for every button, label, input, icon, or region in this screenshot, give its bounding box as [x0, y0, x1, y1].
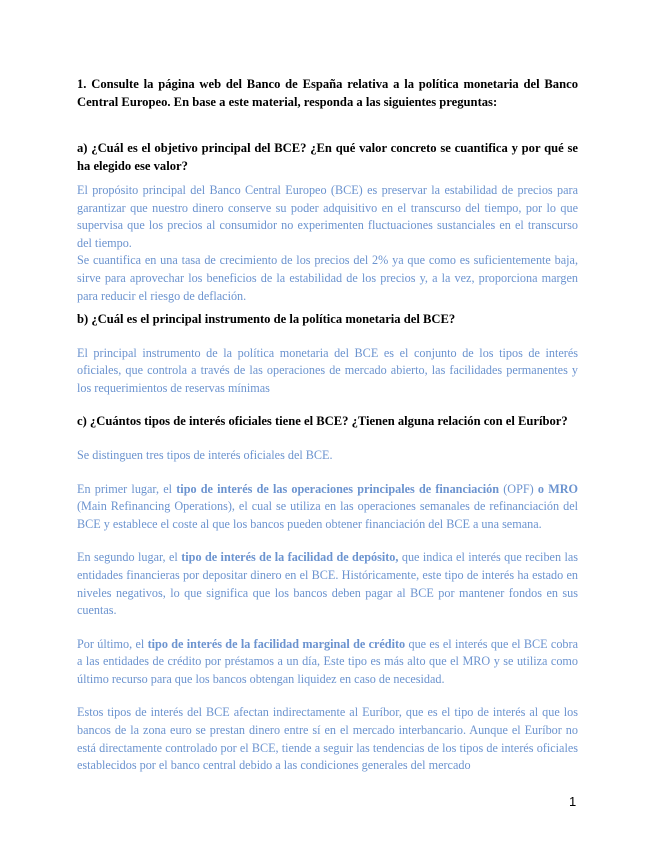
page-number: 1 — [569, 794, 577, 809]
answer-a-paragraph-2: Se cuantifica en una tasa de crecimiento de los precios del 2% ya que como es suficientemente baja, sirve para aprovechar los beneficios de la estabilidad de los precios y, a la vez, proporciona margen para reducir el riesgo de deflación. — [77, 253, 578, 303]
bold-term-marginal: tipo de interés de la facilidad marginal de crédito — [147, 636, 406, 651]
document-page — [77, 76, 578, 775]
bold-term-mro: o MRO — [537, 481, 578, 496]
text-span: En primer lugar, el — [77, 481, 177, 496]
text-span: Por último, el — [77, 636, 148, 651]
answer-c-intro: Se distinguen tres tipos de interés oficiales del BCE. — [77, 447, 333, 462]
question-c: c) ¿Cuántos tipos de interés oficiales tiene el BCE? ¿Tienen alguna relación con el Euríbor? — [77, 414, 568, 429]
exercise-title: 1. Consulte la página web del Banco de España relativa a la política monetaria del Banco Central Europeo. En base a este material, responda a las siguientes preguntas: — [77, 77, 578, 109]
answer-b-paragraph: El principal instrumento de la política monetaria del BCE es el conjunto de los tipos de interés oficiales, que controla a través de las operaciones de mercado abierto, las facilidades permanentes y los requerimientos de reservas mínimas — [77, 345, 578, 395]
bold-term-deposit: tipo de interés de la facilidad de depósito, — [181, 550, 399, 565]
question-a: a) ¿Cuál es el objetivo principal del BCE? ¿En qué valor concreto se cuantifica y por qué se ha elegido ese valor? — [77, 141, 578, 173]
text-span: que indica el interés que reciben las entidades financieras por depositar dinero en el BCE. Históricamente, este tipo de interés ha estado en niveles negativos, lo que significa que los bancos deben pagar al BCE por mantener fondos en sus cuentas. — [77, 550, 578, 618]
text-span: (Main Refinancing Operations), el cual se utiliza en las operaciones semanales de refinanciación del BCE y establece el coste al que los bancos pueden obtener financiación del BCE a una semana. — [77, 499, 578, 531]
text-span: que es el interés que el BCE cobra a las entidades de crédito por préstamos a un día, Este tipo es más alto que el MRO y se utiliza como último recurso para que los bancos obtengan liquidez en caso de necesidad. — [77, 636, 578, 686]
answer-c-paragraph-opf — [77, 481, 578, 534]
question-b: b) ¿Cuál es el principal instrumento de la política monetaria del BCE? — [77, 312, 456, 327]
answer-c-paragraph-euribor: Estos tipos de interés del BCE afectan indirectamente al Euríbor, que es el tipo de interés al que los bancos de la zona euro se prestan dinero entre sí en el mercado interbancario. Aunque el Euríbor no está directamente controlado por el BCE, tiende a seguir las tendencias de los tipos de interés oficiales establecidos por el banco central debido a las condiciones generales del mercado — [77, 705, 578, 773]
text-span: (OPF) — [499, 481, 538, 496]
bold-term-opf: tipo de interés de las operaciones principales de financiación — [176, 481, 500, 496]
answer-c-paragraph-deposit — [77, 549, 578, 619]
answer-c-paragraph-marginal — [77, 636, 578, 689]
answer-a-paragraph-1: El propósito principal del Banco Central Europeo (BCE) es preservar la estabilidad de precios para garantizar que nuestro dinero conserve su poder adquisitivo en el transcurso del tiempo, por lo que supervisa que los precios al consumidor no experimenten fluctuaciones sustanciales en el transcurso del tiempo. — [77, 183, 578, 250]
text-span: En segundo lugar, el — [77, 550, 182, 565]
